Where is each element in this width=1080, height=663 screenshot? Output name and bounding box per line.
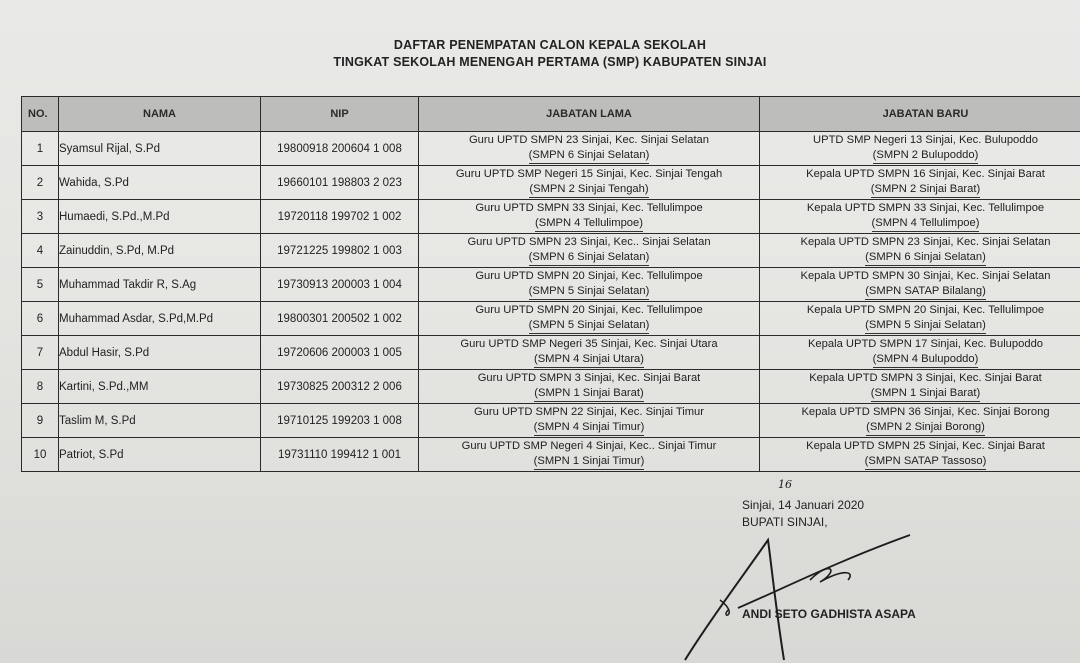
row-jabatan-baru	[760, 234, 1080, 268]
row-jabatan-baru	[760, 336, 1080, 370]
jabatan-baru-line-1: Kepala UPTD SMPN 16 Sinjai, Kec. Sinjai Barat	[806, 168, 1045, 180]
row-name: Wahida, S.Pd	[59, 166, 261, 200]
row-jabatan-baru	[760, 132, 1080, 166]
row-jabatan-lama	[419, 132, 760, 166]
row-jabatan-lama	[419, 302, 760, 336]
jabatan-lama-line-1: Guru UPTD SMPN 20 Sinjai, Kec. Tellulimpoe	[475, 304, 703, 316]
table-row	[22, 200, 1080, 234]
jabatan-lama-line-2: (SMPN 6 Sinjai Selatan)	[529, 250, 650, 266]
jabatan-lama-line-1: Guru UPTD SMPN 20 Sinjai, Kec. Tellulimpoe	[475, 270, 703, 282]
jabatan-baru-line-2: (SMPN SATAP Tassoso)	[865, 454, 987, 470]
column-header-no: NO.	[22, 97, 59, 132]
table-body	[22, 132, 1080, 472]
jabatan-lama-line-1: Guru UPTD SMP Negeri 35 Sinjai, Kec. Sinjai Utara	[460, 338, 718, 350]
row-number: 1	[22, 132, 59, 166]
jabatan-lama-line-2: (SMPN 4 Tellulimpoe)	[535, 216, 643, 232]
jabatan-baru-line-1: Kepala UPTD SMPN 3 Sinjai, Kec. Sinjai Barat	[809, 372, 1042, 384]
row-nip: 19721225 199802 1 003	[261, 234, 419, 268]
row-nip: 19730913 200003 1 004	[261, 268, 419, 302]
row-name: Kartini, S.Pd.,MM	[59, 370, 261, 404]
row-jabatan-baru	[760, 200, 1080, 234]
jabatan-lama-line-1: Guru UPTD SMP Negeri 4 Sinjai, Kec.. Sinjai Timur	[461, 440, 717, 452]
jabatan-baru-line-1: Kepala UPTD SMPN 23 Sinjai, Kec. Sinjai Selatan	[800, 236, 1051, 248]
row-nip: 19800918 200604 1 008	[261, 132, 419, 166]
row-number: 6	[22, 302, 59, 336]
jabatan-baru-line-1: Kepala UPTD SMPN 17 Sinjai, Kec. Bulupoddo	[807, 338, 1044, 350]
jabatan-baru-line-2: (SMPN 4 Tellulimpoe)	[872, 216, 980, 232]
row-jabatan-lama	[419, 166, 760, 200]
row-nip: 19720606 200003 1 005	[261, 336, 419, 370]
jabatan-lama-line-1: Guru UPTD SMPN 33 Sinjai, Kec. Tellulimpoe	[475, 202, 703, 214]
row-jabatan-baru	[760, 404, 1080, 438]
row-name: Abdul Hasir, S.Pd	[59, 336, 261, 370]
column-header-jabatan-lama: JABATAN LAMA	[419, 97, 760, 132]
row-jabatan-lama	[419, 234, 760, 268]
row-jabatan-baru	[760, 370, 1080, 404]
row-jabatan-lama	[419, 404, 760, 438]
row-jabatan-baru	[760, 438, 1080, 472]
jabatan-baru-line-2: (SMPN 6 Sinjai Selatan)	[865, 250, 986, 266]
row-nip: 19720118 199702 1 002	[261, 200, 419, 234]
row-nip: 19731110 199412 1 001	[261, 438, 419, 472]
table-row	[22, 132, 1080, 166]
jabatan-baru-line-2: (SMPN SATAP Bilalang)	[865, 284, 986, 300]
jabatan-baru-line-2: (SMPN 2 Sinjai Borong)	[866, 420, 985, 436]
row-jabatan-baru	[760, 302, 1080, 336]
table-row	[22, 234, 1080, 268]
jabatan-lama-line-2: (SMPN 2 Sinjai Tengah)	[529, 182, 648, 198]
row-jabatan-baru	[760, 166, 1080, 200]
jabatan-baru-line-2: (SMPN 2 Bulupoddo)	[873, 148, 979, 164]
row-number: 8	[22, 370, 59, 404]
table-header-row	[22, 97, 1080, 132]
row-jabatan-lama	[419, 336, 760, 370]
document-title-line-1: DAFTAR PENEMPATAN CALON KEPALA SEKOLAH	[393, 38, 707, 52]
column-header-jabatan-baru: JABATAN BARU	[760, 97, 1080, 132]
jabatan-baru-line-1: Kepala UPTD SMPN 36 Sinjai, Kec. Sinjai Borong	[801, 406, 1050, 418]
row-nip: 19730825 200312 2 006	[261, 370, 419, 404]
row-jabatan-baru	[760, 268, 1080, 302]
handwritten-day-note: 16	[778, 478, 792, 491]
row-jabatan-lama	[419, 200, 760, 234]
jabatan-lama-line-2: (SMPN 5 Sinjai Selatan)	[529, 284, 650, 300]
table-row	[22, 336, 1080, 370]
handwritten-signature	[680, 520, 940, 663]
table-row	[22, 438, 1080, 472]
jabatan-lama-line-1: Guru UPTD SMPN 23 Sinjai, Kec. Sinjai Selatan	[468, 134, 709, 146]
table-row	[22, 404, 1080, 438]
row-nip: 19710125 199203 1 008	[261, 404, 419, 438]
jabatan-lama-line-1: Guru UPTD SMP Negeri 15 Sinjai, Kec. Sinjai Tengah	[455, 168, 723, 180]
row-name: Zainuddin, S.Pd, M.Pd	[59, 234, 261, 268]
row-number: 5	[22, 268, 59, 302]
row-number: 9	[22, 404, 59, 438]
column-header-nip: NIP	[261, 97, 419, 132]
jabatan-lama-line-2: (SMPN 1 Sinjai Timur)	[534, 454, 645, 470]
row-nip: 19660101 198803 2 023	[261, 166, 419, 200]
jabatan-baru-line-2: (SMPN 2 Sinjai Barat)	[871, 182, 980, 198]
row-name: Taslim M, S.Pd	[59, 404, 261, 438]
row-jabatan-lama	[419, 370, 760, 404]
row-number: 4	[22, 234, 59, 268]
jabatan-baru-line-1: Kepala UPTD SMPN 30 Sinjai, Kec. Sinjai Selatan	[800, 270, 1051, 282]
table-row	[22, 302, 1080, 336]
jabatan-baru-line-2: (SMPN 4 Bulupoddo)	[873, 352, 979, 368]
jabatan-baru-line-1: Kepala UPTD SMPN 20 Sinjai, Kec. Tellulimpoe	[806, 304, 1045, 316]
row-name: Muhammad Takdir R, S.Ag	[59, 268, 261, 302]
table-row	[22, 268, 1080, 302]
column-header-nama: NAMA	[59, 97, 261, 132]
office-title: BUPATI SINJAI,	[742, 515, 828, 529]
row-number: 3	[22, 200, 59, 234]
row-jabatan-lama	[419, 438, 760, 472]
row-name: Muhammad Asdar, S.Pd,M.Pd	[59, 302, 261, 336]
jabatan-lama-line-1: Guru UPTD SMPN 23 Sinjai, Kec.. Sinjai Selatan	[467, 236, 711, 248]
jabatan-lama-line-2: (SMPN 1 Sinjai Barat)	[534, 386, 643, 402]
row-name: Patriot, S.Pd	[59, 438, 261, 472]
jabatan-lama-line-1: Guru UPTD SMPN 22 Sinjai, Kec. Sinjai Timur	[473, 406, 705, 418]
jabatan-lama-line-2: (SMPN 6 Sinjai Selatan)	[529, 148, 650, 164]
jabatan-lama-line-2: (SMPN 4 Sinjai Timur)	[534, 420, 645, 436]
jabatan-baru-line-2: (SMPN 1 Sinjai Barat)	[871, 386, 980, 402]
row-name: Humaedi, S.Pd.,M.Pd	[59, 200, 261, 234]
table-row	[22, 166, 1080, 200]
jabatan-lama-line-1: Guru UPTD SMPN 3 Sinjai, Kec. Sinjai Barat	[477, 372, 701, 384]
jabatan-baru-line-1: Kepala UPTD SMPN 25 Sinjai, Kec. Sinjai Barat	[806, 440, 1045, 452]
jabatan-lama-line-2: (SMPN 4 Sinjai Utara)	[534, 352, 644, 368]
jabatan-baru-line-1: Kepala UPTD SMPN 33 Sinjai, Kec. Tellulimpoe	[806, 202, 1045, 214]
table-row	[22, 370, 1080, 404]
row-name: Syamsul Rijal, S.Pd	[59, 132, 261, 166]
document-title-line-2: TINGKAT SEKOLAH MENENGAH PERTAMA (SMP) KABUPATEN SINJAI	[333, 55, 767, 69]
row-nip: 19800301 200502 1 002	[261, 302, 419, 336]
row-number: 2	[22, 166, 59, 200]
row-number: 10	[22, 438, 59, 472]
placement-table	[21, 96, 1080, 472]
official-name: ANDI SETO GADHISTA ASAPA	[742, 607, 916, 621]
jabatan-baru-line-1: UPTD SMP Negeri 13 Sinjai, Kec. Bulupoddo	[813, 134, 1038, 146]
row-number: 7	[22, 336, 59, 370]
row-jabatan-lama	[419, 268, 760, 302]
jabatan-lama-line-2: (SMPN 5 Sinjai Selatan)	[529, 318, 650, 334]
jabatan-baru-line-2: (SMPN 5 Sinjai Selatan)	[865, 318, 986, 334]
place-date: Sinjai, 14 Januari 2020	[742, 498, 865, 512]
